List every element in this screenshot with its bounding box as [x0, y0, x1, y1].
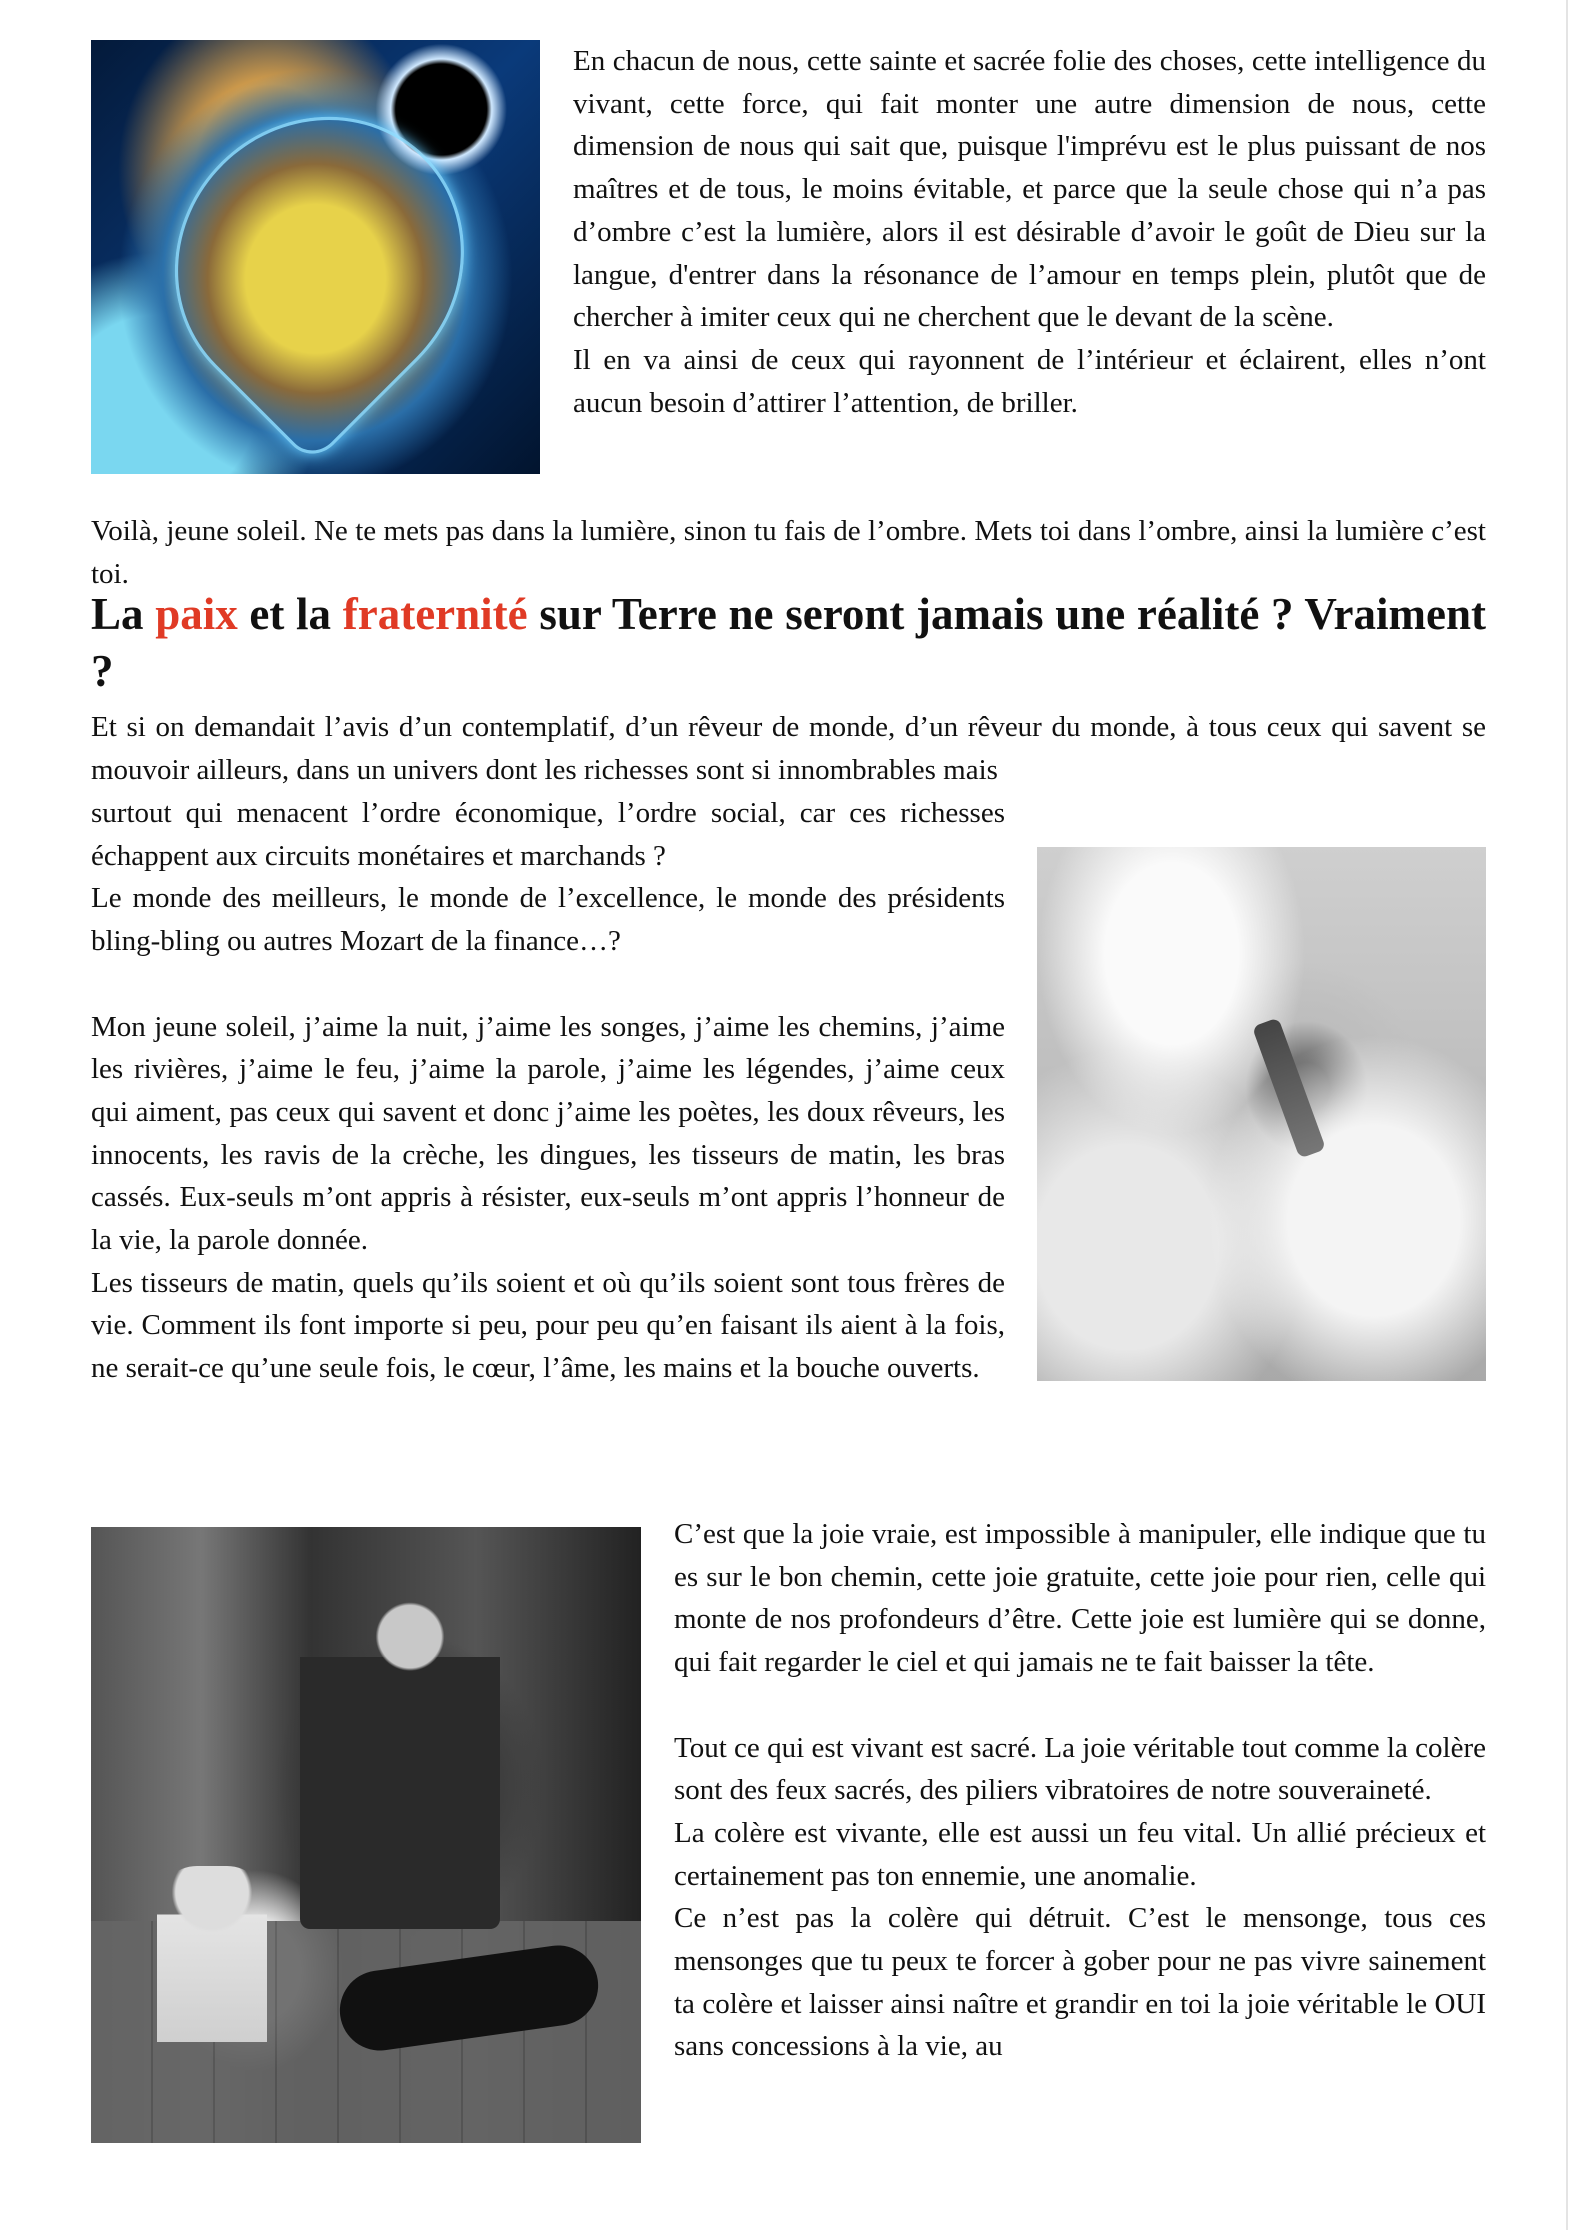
statue-shape	[1252, 1017, 1326, 1158]
heading-text: sur Terre ne seront jamais une réalité ? Vraiment ?	[91, 589, 1486, 696]
paragraph: Tout ce qui est vivant est sacré. La joie véritable tout comme la colère sont des feux sacrés, des piliers vibratoires de notre souveraineté.	[674, 1731, 1486, 1807]
paragraph: Mon jeune soleil, j’aime la nuit, j’aime les songes, j’aime les chemins, j’aime les rivières, j’aime le feu, j’aime la parole, j’aime les légendes, j’aime ceux qui aiment, pas ceux qui savent et donc j’aime les poètes, les doux rêveurs, les innocents, les ravis de la crèche, les dingues, les tisseurs de matin, les bras cassés. Eux-seuls m’ont appris à résister, eux-seuls m’ont appris l’honneur de la vie, la parole donnée.	[91, 1010, 1005, 1257]
heart-shape	[115, 57, 523, 465]
paragraph: Et si on demandait l’avis d’un contemplatif, d’un rêveur de monde, d’un rêveur du monde, à tous ceux qui savent se mouvoir ailleurs, dans un univers dont les richesses sont si innombrables mais	[91, 711, 1486, 786]
section-heading	[91, 586, 1486, 700]
paragraph: En chacun de nous, cette sainte et sacrée folie des choses, cette intelligence du vivant, cette force, qui fait monter une autre dimension de nous, cette dimension de nous qui sait que, puisque l'imprévu est le plus puissant de nos maîtres et de tous, le moins évitable, et parce que la seule chose qui n’a pas d’ombre c’est la lumière, alors il est désirable d’avoir le goût de Dieu sur la langue, d'entrer dans la résonance de l’amour en temps plein, plutôt que de chercher à imiter ceux qui ne cherchent que le devant de la scène.	[573, 45, 1486, 334]
child	[157, 1866, 267, 2086]
page-edge	[1566, 0, 1568, 2230]
heading-accent-paix: paix	[155, 589, 238, 639]
paragraph: Le monde des meilleurs, le monde de l’excellence, le monde des présidents bling-bling ou autres Mozart de la finance…?	[91, 882, 1005, 958]
paragraph: Voilà, jeune soleil. Ne te mets pas dans la lumière, sinon tu fais de l’ombre. Mets toi dans l’ombre, ainsi la lumière c’est toi.	[91, 515, 1486, 590]
paragraph: Les tisseurs de matin, quels qu’ils soient et où qu’ils soient sont tous frères de vie. Comment ils font importe si peu, pour peu qu’en faisant ils aient à la fois, ne serait-ce qu’une seule fois, le cœur, l’âme, les mains et la bouche ouverts.	[91, 1266, 1005, 1385]
cosmic-heart-image	[91, 40, 540, 474]
violinist-child-image	[91, 1527, 641, 2143]
intro-text	[573, 40, 1486, 424]
paragraph: La colère est vivante, elle est aussi un feu vital. Un allié précieux et certainement pas ton ennemie, une anomalie.	[674, 1816, 1486, 1892]
heading-accent-fraternite: fraternité	[342, 589, 528, 639]
paragraph: Il en va ainsi de ceux qui rayonnent de l’intérieur et éclairent, elles n’ont aucun besoin d’attirer l’attention, de briller.	[573, 343, 1486, 419]
paragraph: surtout qui menacent l’ordre économique, l’ordre social, car ces richesses échappent aux circuits monétaires et marchands ?	[91, 797, 1005, 872]
joy-text	[674, 1513, 1486, 2068]
statue-of-liberty-clouds-image	[1037, 847, 1486, 1381]
soleil-text	[91, 510, 1486, 595]
heading-text: La	[91, 589, 156, 639]
violinist	[300, 1589, 500, 1929]
paragraph: C’est que la joie vraie, est impossible à manipuler, elle indique que tu es sur le bon chemin, cette joie gratuite, cette joie pour rien, celle qui monte de nos profondeurs d’être. Cette joie est lumière qui se donne, qui fait regarder le ciel et qui jamais ne te fait baisser la tête.	[674, 1518, 1486, 1679]
main-text	[91, 792, 1005, 1390]
heading-text: et la	[237, 589, 343, 639]
question-text	[91, 706, 1486, 791]
paragraph: Ce n’est pas la colère qui détruit. C’est le mensonge, tous ces mensonges que tu peux te forcer à gober pour ne pas vivre sainement ta colère et laisser ainsi naître et grandir en toi la joie véritable le OUI sans concessions à la vie, au	[674, 1902, 1486, 2063]
